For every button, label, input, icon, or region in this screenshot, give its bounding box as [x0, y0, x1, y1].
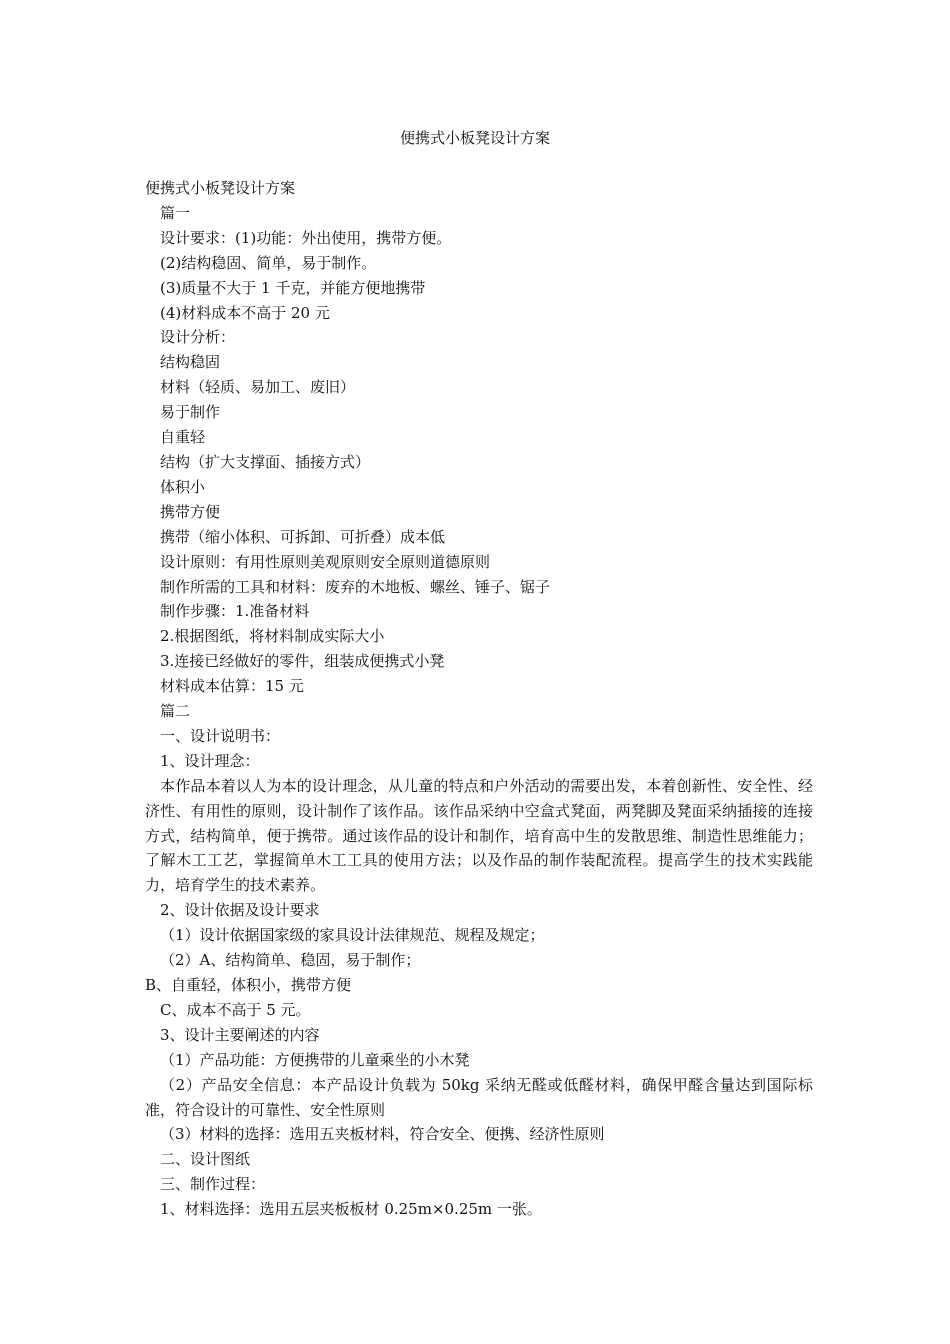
- body-line: （1）产品功能：方便携带的儿童乘坐的小木凳: [160, 1050, 470, 1069]
- body-line: 制作所需的工具和材料：废弃的木地板、螺丝、锤子、锯子: [160, 577, 551, 596]
- body-line: 体积小: [160, 477, 206, 496]
- body-line: 1、设计理念：: [160, 751, 260, 770]
- body-line: （2）A、结构简单、稳固，易于制作；: [160, 951, 421, 970]
- body-line: (4)材料成本不高于 20 元: [160, 303, 330, 322]
- body-line: (2)结构稳固、简单，易于制作。: [160, 253, 377, 272]
- body-line: 一、设计说明书：: [160, 726, 281, 745]
- body-line: C、成本不高于 5 元。: [160, 1000, 311, 1019]
- body-line: 2、设计依据及设计要求: [160, 901, 320, 920]
- body-paragraph: 本作品本着以人为本的设计理念，从儿童的特点和户外活动的需要出发，本着创新性、安全性、经济性、有用性的原则，设计制作了该作品。该作品采纳中空盒式凳面，两凳脚及凳面采纳插接的连接方式，结构简单，便于携带。通过该作品的设计和制作，培育高中生的发散思维、制造性思维能力；了解木工工艺，掌握简单木工工具的使用方法；以及作品的制作装配流程。提高学生的技术实践能力，培育学生的技术素养。: [145, 776, 813, 895]
- body-line: 设计要求：(1)功能：外出使用，携带方便。: [160, 228, 452, 247]
- page-title: 便携式小板凳设计方案: [399, 129, 550, 147]
- body-line: 篇一: [160, 203, 191, 222]
- body-line: 自重轻: [160, 428, 206, 447]
- body-line: 二、设计图纸: [160, 1150, 251, 1169]
- body-line: 3.连接已经做好的零件，组装成便携式小凳: [160, 652, 445, 671]
- body-line: 制作步骤：1.准备材料: [160, 602, 310, 621]
- body-line: 2.根据图纸，将材料制成实际大小: [160, 627, 385, 646]
- body-line: 设计分析：: [160, 328, 236, 347]
- body-line: B、自重轻，体积小，携带方便: [145, 976, 352, 994]
- document-body: [145, 176, 813, 1222]
- body-line: 篇二: [160, 702, 191, 721]
- body-line: 材料成本估算：15 元: [160, 677, 304, 696]
- body-line: 结构稳固: [160, 353, 221, 372]
- body-line: 设计原则：有用性原则美观原则安全原则道德原则: [160, 552, 491, 571]
- body-line: (3)质量不大于 1 千克，并能方便地携带: [160, 278, 426, 297]
- body-line: 便携式小板凳设计方案: [145, 179, 296, 197]
- body-line: 易于制作: [160, 403, 221, 422]
- body-line: 结构（扩大支撑面、插接方式）: [160, 452, 371, 471]
- body-line: 3、设计主要阐述的内容: [160, 1025, 320, 1044]
- body-line: （3）材料的选择：选用五夹板材料，符合安全、便携、经济性原则: [160, 1125, 605, 1144]
- body-paragraph: （2）产品安全信息：本产品设计负载为 50kg 采纳无醛或低醛材料，确保甲醛含量达到国际标准，符合设计的可靠性、安全性原则: [145, 1075, 813, 1119]
- body-line: 材料（轻质、易加工、废旧）: [160, 378, 356, 397]
- body-line: 1、材料选择：选用五层夹板板材 0.25m×0.25m 一张。: [160, 1200, 542, 1219]
- body-line: 携带（缩小体积、可拆卸、可折叠）成本低: [160, 527, 446, 546]
- body-line: （1）设计依据国家级的家具设计法律规范、规程及规定；: [160, 926, 545, 945]
- body-line: 三、制作过程：: [160, 1175, 266, 1194]
- body-line: 携带方便: [160, 502, 221, 521]
